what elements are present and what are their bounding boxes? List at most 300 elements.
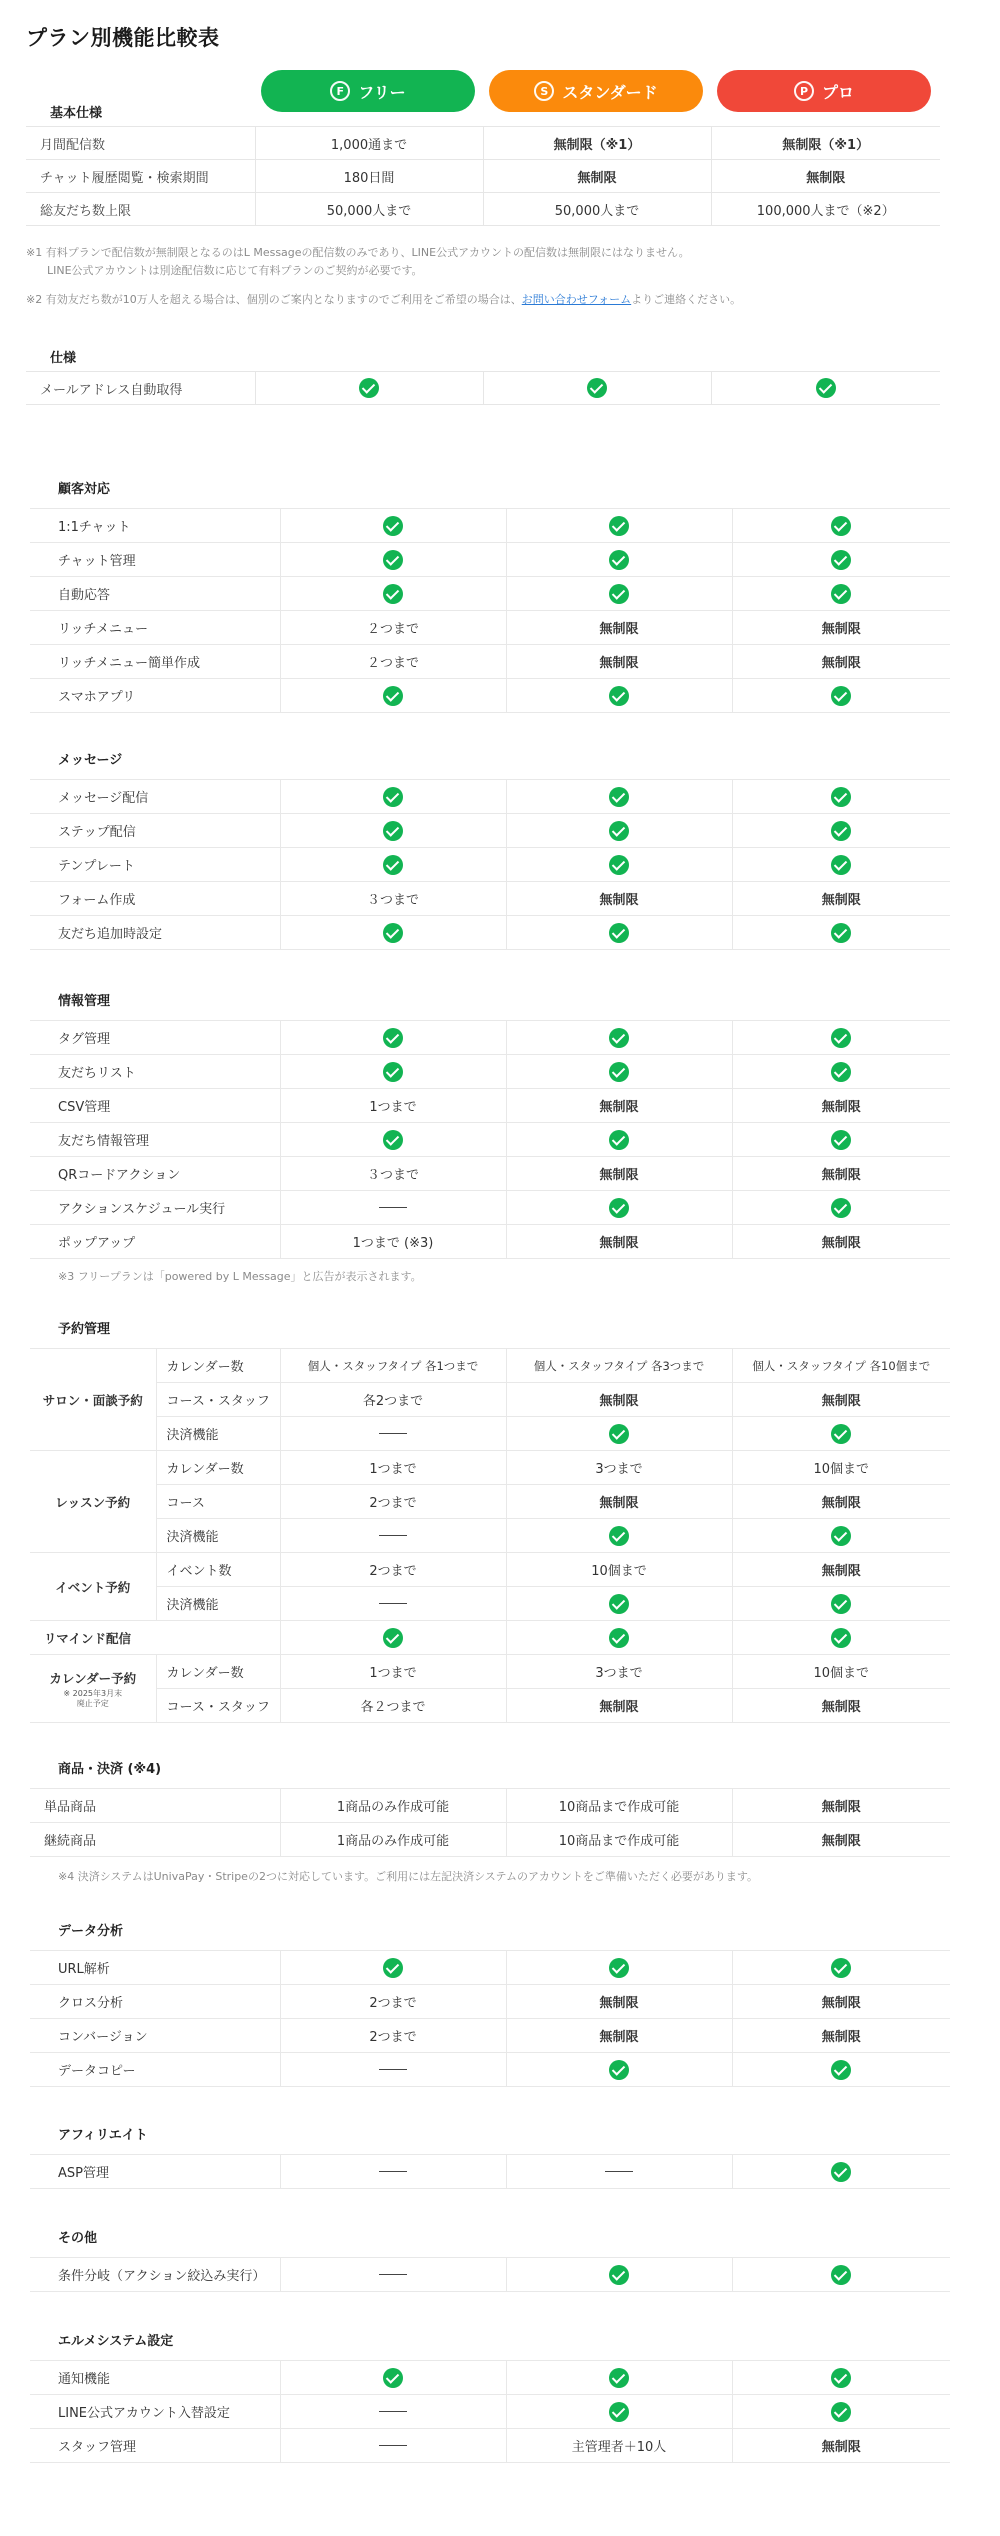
check-icon	[383, 923, 403, 943]
table-cell	[732, 1519, 950, 1553]
table-row	[26, 127, 940, 160]
check-icon	[609, 855, 629, 875]
basic-spec-table	[26, 126, 940, 226]
check-icon	[609, 1424, 629, 1444]
product-table	[30, 1788, 950, 1857]
cell-standard: 10商品まで作成可能	[506, 1823, 732, 1857]
cell-standard: 無制限	[506, 1985, 732, 2019]
table-row	[30, 1587, 950, 1621]
table-cell	[506, 577, 732, 611]
table-cell	[506, 2258, 732, 2292]
table-cell	[280, 1621, 506, 1655]
note-2	[26, 291, 741, 309]
cell-free: 1商品のみ作成可能	[280, 1789, 506, 1823]
table-cell	[280, 2155, 506, 2189]
check-icon	[831, 1130, 851, 1150]
message-table	[30, 779, 950, 950]
table-row	[30, 577, 950, 611]
reserve-table	[30, 1348, 950, 1723]
check-icon	[609, 821, 629, 841]
table-cell	[280, 2258, 506, 2292]
check-icon	[831, 1628, 851, 1648]
table-cell	[280, 1123, 506, 1157]
section-heading-system: エルメシステム設定	[58, 2334, 174, 2349]
row-label: リッチメニュー	[30, 611, 280, 645]
table-cell	[280, 1191, 506, 1225]
table-row	[30, 2429, 950, 2463]
check-icon	[831, 2060, 851, 2080]
cell-free: ３つまで	[280, 882, 506, 916]
cell-free: 1つまで	[280, 1451, 506, 1485]
check-icon	[609, 1958, 629, 1978]
table-row	[30, 780, 950, 814]
check-icon	[383, 1028, 403, 1048]
table-row	[30, 1123, 950, 1157]
table-cell	[732, 2155, 950, 2189]
cell-free: ３つまで	[280, 1157, 506, 1191]
cell-pro: 個人・スタッフタイプ 各10個まで	[732, 1349, 950, 1383]
cell-pro: 無制限	[732, 1383, 950, 1417]
table-cell	[732, 2361, 950, 2395]
section-heading-reserve: 予約管理	[58, 1322, 111, 1337]
check-icon	[831, 1028, 851, 1048]
table-cell	[732, 848, 950, 882]
check-icon	[383, 516, 403, 536]
cell-pro: 無制限（※1）	[711, 127, 940, 160]
check-icon	[831, 1594, 851, 1614]
check-icon	[609, 923, 629, 943]
row-label: チャット履歴閲覧・検索期間	[26, 160, 255, 193]
table-row	[30, 645, 950, 679]
cell-free: 1,000通まで	[255, 127, 483, 160]
table-row	[30, 611, 950, 645]
table-cell	[506, 1191, 732, 1225]
table-cell	[506, 679, 732, 713]
dash-icon	[379, 1535, 407, 1536]
cell-pro: 無制限	[732, 1789, 950, 1823]
row-label: リッチメニュー簡単作成	[30, 645, 280, 679]
row-label: コンバージョン	[30, 2019, 280, 2053]
table-row	[30, 848, 950, 882]
page-title: プラン別機能比較表	[26, 26, 220, 50]
dash-icon	[379, 2171, 407, 2172]
cell-pro: 無制限	[732, 1553, 950, 1587]
check-icon	[609, 2368, 629, 2388]
table-row	[30, 1349, 950, 1383]
table-cell	[732, 916, 950, 950]
row-label: カレンダー数	[156, 1655, 280, 1689]
check-icon	[831, 1526, 851, 1546]
row-label: カレンダー数	[156, 1349, 280, 1383]
check-icon	[383, 855, 403, 875]
dash-icon	[379, 1433, 407, 1434]
cell-free: 1つまで (※3)	[280, 1225, 506, 1259]
row-label: 決済機能	[156, 1587, 280, 1621]
cell-pro: 無制限	[732, 2019, 950, 2053]
table-row	[30, 2361, 950, 2395]
check-icon	[609, 2265, 629, 2285]
cell-standard: 無制限	[506, 611, 732, 645]
check-icon	[609, 1198, 629, 1218]
dash-icon	[379, 1603, 407, 1604]
table-cell	[732, 1123, 950, 1157]
spec-table	[26, 371, 940, 405]
table-cell	[732, 1621, 950, 1655]
table-cell	[732, 1951, 950, 1985]
cell-standard: 10個まで	[506, 1553, 732, 1587]
note-1-line2: LINE公式アカウントは別途配信数に応じて有料プランのご契約が必要です。	[47, 264, 423, 277]
cell-free: 2つまで	[280, 1485, 506, 1519]
check-icon	[609, 1594, 629, 1614]
cell-pro: 無制限	[711, 160, 940, 193]
cell-free: ２つまで	[280, 611, 506, 645]
table-row	[30, 1225, 950, 1259]
table-cell	[280, 1587, 506, 1621]
group-lesson: レッスン予約	[30, 1451, 156, 1553]
table-row	[30, 1655, 950, 1689]
check-icon	[383, 787, 403, 807]
free-badge-icon: F	[330, 81, 350, 101]
table-cell	[732, 1021, 950, 1055]
cell-pro: 無制限	[732, 1485, 950, 1519]
table-cell	[280, 848, 506, 882]
check-icon	[831, 855, 851, 875]
check-icon	[609, 1062, 629, 1082]
check-icon	[831, 1062, 851, 1082]
row-label: フォーム作成	[30, 882, 280, 916]
standard-badge-icon: S	[534, 81, 554, 101]
check-icon	[609, 686, 629, 706]
cell-free: 個人・スタッフタイプ 各1つまで	[280, 1349, 506, 1383]
cell-pro: 無制限	[732, 2429, 950, 2463]
check-icon	[831, 1198, 851, 1218]
table-row	[30, 882, 950, 916]
check-icon	[831, 1424, 851, 1444]
cell-free: 各２つまで	[280, 1689, 506, 1723]
table-row	[26, 372, 940, 405]
table-cell	[732, 1417, 950, 1451]
table-cell	[506, 1951, 732, 1985]
check-icon	[587, 378, 607, 398]
cell-standard: 無制限（※1）	[483, 127, 711, 160]
cell-pro: 無制限	[732, 1689, 950, 1723]
row-label: アクションスケジュール実行	[30, 1191, 280, 1225]
table-cell	[280, 543, 506, 577]
cell-pro: 無制限	[732, 882, 950, 916]
note-2-text: ※2 有効友だち数が10万人を超える場合は、個別のご案内となりますのでご利用をご希望の場合は、	[26, 293, 522, 306]
check-icon	[383, 1130, 403, 1150]
table-cell	[732, 543, 950, 577]
cell-pro: 無制限	[732, 1157, 950, 1191]
check-icon	[383, 821, 403, 841]
plan-standard-button[interactable]	[489, 70, 703, 112]
check-icon	[831, 923, 851, 943]
table-cell	[280, 2053, 506, 2087]
calendar-deprecation-note: ※ 2025年3月末 廃止予定	[63, 1688, 123, 1708]
table-cell	[280, 1417, 506, 1451]
row-label: 決済機能	[156, 1519, 280, 1553]
row-label: 友だち情報管理	[30, 1123, 280, 1157]
check-icon	[383, 1062, 403, 1082]
cell-standard: 無制限	[506, 2019, 732, 2053]
cell-pro: 無制限	[732, 645, 950, 679]
cell-free: 1商品のみ作成可能	[280, 1823, 506, 1857]
table-row	[30, 916, 950, 950]
table-cell	[506, 1519, 732, 1553]
table-cell	[506, 1587, 732, 1621]
cell-standard: 無制限	[506, 1485, 732, 1519]
cell-pro: 10個まで	[732, 1451, 950, 1485]
table-cell	[732, 814, 950, 848]
section-heading-info: 情報管理	[58, 994, 111, 1009]
group-salon: サロン・面談予約	[30, 1349, 156, 1451]
table-cell	[506, 1055, 732, 1089]
table-row	[30, 1789, 950, 1823]
check-icon	[831, 550, 851, 570]
table-cell	[506, 814, 732, 848]
table-row	[30, 2155, 950, 2189]
table-cell	[280, 916, 506, 950]
check-icon	[383, 2368, 403, 2388]
check-icon	[609, 2402, 629, 2422]
dash-icon	[379, 2274, 407, 2275]
table-cell	[506, 2053, 732, 2087]
table-cell	[732, 679, 950, 713]
check-icon	[831, 821, 851, 841]
cell-free: 2つまで	[280, 1553, 506, 1587]
table-row	[30, 543, 950, 577]
row-label: スマホアプリ	[30, 679, 280, 713]
row-label: 友だちリスト	[30, 1055, 280, 1089]
table-row	[30, 1191, 950, 1225]
dash-icon	[605, 2171, 633, 2172]
check-icon	[609, 1526, 629, 1546]
cell-pro: 無制限	[732, 1225, 950, 1259]
row-label: 継続商品	[30, 1823, 280, 1857]
table-cell	[280, 2429, 506, 2463]
table-cell	[280, 2395, 506, 2429]
row-label: メッセージ配信	[30, 780, 280, 814]
table-cell	[732, 1587, 950, 1621]
row-label: スタッフ管理	[30, 2429, 280, 2463]
group-remind: リマインド配信	[30, 1621, 280, 1655]
table-cell	[280, 1951, 506, 1985]
section-heading-basic: 基本仕様	[50, 106, 103, 121]
row-label: 条件分岐（アクション絞込み実行）	[30, 2258, 280, 2292]
table-cell	[506, 2155, 732, 2189]
dash-icon	[379, 1207, 407, 1208]
note-4: ※4 決済システムはUnivaPay・Stripeの2つに対応しています。ご利用には左記決済システムのアカウントをご準備いただく必要があります。	[58, 1870, 758, 1883]
table-cell	[506, 1123, 732, 1157]
table-cell	[506, 509, 732, 543]
table-row	[30, 1417, 950, 1451]
table-row	[30, 2395, 950, 2429]
check-icon	[831, 2402, 851, 2422]
table-cell	[280, 2361, 506, 2395]
section-heading-analysis: データ分析	[58, 1924, 124, 1939]
check-icon	[383, 686, 403, 706]
cell-standard: 10商品まで作成可能	[506, 1789, 732, 1823]
row-label: 月間配信数	[26, 127, 255, 160]
table-row	[30, 1553, 950, 1587]
table-row	[30, 1985, 950, 2019]
cell-standard: 無制限	[483, 160, 711, 193]
table-row	[30, 1621, 950, 1655]
table-cell	[255, 372, 483, 405]
check-icon	[831, 2368, 851, 2388]
table-row	[30, 1021, 950, 1055]
cell-free: 2つまで	[280, 1985, 506, 2019]
table-cell	[280, 1021, 506, 1055]
cell-free: 1つまで	[280, 1655, 506, 1689]
affiliate-table	[30, 2154, 950, 2189]
row-label: コース・スタッフ	[156, 1383, 280, 1417]
customer-table	[30, 508, 950, 713]
row-label: テンプレート	[30, 848, 280, 882]
table-cell	[280, 577, 506, 611]
row-label: URL解析	[30, 1951, 280, 1985]
row-label: チャット管理	[30, 543, 280, 577]
cell-standard: 無制限	[506, 645, 732, 679]
plan-free-button[interactable]	[261, 70, 475, 112]
table-row	[30, 1157, 950, 1191]
cell-standard: 無制限	[506, 1383, 732, 1417]
cell-standard: 無制限	[506, 882, 732, 916]
table-cell	[506, 2395, 732, 2429]
row-label: 1:1チャット	[30, 509, 280, 543]
check-icon	[609, 2060, 629, 2080]
check-icon	[831, 516, 851, 536]
info-table	[30, 1020, 950, 1259]
cell-pro: 100,000人まで（※2）	[711, 193, 940, 226]
table-cell	[280, 1519, 506, 1553]
check-icon	[609, 1628, 629, 1648]
table-row	[26, 193, 940, 226]
row-label: タグ管理	[30, 1021, 280, 1055]
table-cell	[506, 1417, 732, 1451]
row-label: クロス分析	[30, 1985, 280, 2019]
table-row	[30, 1951, 950, 1985]
contact-form-link[interactable]: お問い合わせフォーム	[521, 293, 632, 306]
cell-standard: 主管理者＋10人	[506, 2429, 732, 2463]
table-cell	[506, 1021, 732, 1055]
table-cell	[280, 509, 506, 543]
table-row	[30, 1089, 950, 1123]
table-cell	[280, 679, 506, 713]
table-cell	[506, 780, 732, 814]
plan-free-label: フリー	[358, 82, 406, 102]
check-icon	[831, 2265, 851, 2285]
cell-pro: 無制限	[732, 1985, 950, 2019]
cell-standard: 3つまで	[506, 1451, 732, 1485]
cell-pro: 10個まで	[732, 1655, 950, 1689]
table-cell	[732, 509, 950, 543]
table-row	[30, 1451, 950, 1485]
table-cell	[732, 780, 950, 814]
check-icon	[383, 1628, 403, 1648]
table-row	[30, 1519, 950, 1553]
table-cell	[506, 848, 732, 882]
cell-pro: 無制限	[732, 1823, 950, 1857]
check-icon	[831, 584, 851, 604]
section-heading-customer: 顧客対応	[58, 482, 111, 497]
section-heading-affiliate: アフィリエイト	[58, 2128, 148, 2143]
row-label: 通知機能	[30, 2361, 280, 2395]
dash-icon	[379, 2445, 407, 2446]
cell-free: ２つまで	[280, 645, 506, 679]
dash-icon	[379, 2069, 407, 2070]
other-table	[30, 2257, 950, 2292]
cell-free: 50,000人まで	[255, 193, 483, 226]
table-row	[30, 1485, 950, 1519]
plan-pro-label: プロ	[821, 82, 854, 102]
table-cell	[732, 2053, 950, 2087]
row-label: データコピー	[30, 2053, 280, 2087]
table-cell	[732, 1055, 950, 1089]
cell-standard: 無制限	[506, 1689, 732, 1723]
table-row	[30, 1383, 950, 1417]
row-label: 総友だち数上限	[26, 193, 255, 226]
group-calendar-label: カレンダー予約	[49, 1670, 137, 1686]
check-icon	[383, 550, 403, 570]
table-cell	[280, 780, 506, 814]
row-label: LINE公式アカウント入替設定	[30, 2395, 280, 2429]
pro-badge-icon: P	[794, 81, 814, 101]
row-label: 友だち追加時設定	[30, 916, 280, 950]
row-label: QRコードアクション	[30, 1157, 280, 1191]
table-cell	[280, 814, 506, 848]
table-row	[30, 679, 950, 713]
dash-icon	[379, 2411, 407, 2412]
section-heading-message: メッセージ	[58, 753, 123, 768]
analysis-table	[30, 1950, 950, 2087]
section-heading-spec: 仕様	[50, 351, 77, 366]
group-event: イベント予約	[30, 1553, 156, 1621]
table-row	[30, 1823, 950, 1857]
cell-pro: 無制限	[732, 611, 950, 645]
table-row	[30, 1055, 950, 1089]
row-label: ステップ配信	[30, 814, 280, 848]
row-label: メールアドレス自動取得	[26, 372, 255, 405]
check-icon	[609, 550, 629, 570]
check-icon	[609, 1028, 629, 1048]
check-icon	[831, 787, 851, 807]
row-label: コース	[156, 1485, 280, 1519]
row-label: 自動応答	[30, 577, 280, 611]
table-row	[30, 2258, 950, 2292]
row-label: イベント数	[156, 1553, 280, 1587]
row-label: 決済機能	[156, 1417, 280, 1451]
cell-standard: 個人・スタッフタイプ 各3つまで	[506, 1349, 732, 1383]
row-label: カレンダー数	[156, 1451, 280, 1485]
check-icon	[609, 584, 629, 604]
group-calendar	[30, 1655, 156, 1723]
note-1-line1: ※1 有料プランで配信数が無制限となるのはL Messageの配信数のみであり、LINE公式アカウントの配信数は無制限にはなりません。	[26, 246, 690, 259]
table-cell	[732, 1191, 950, 1225]
system-table	[30, 2360, 950, 2463]
note-2-tail: よりご連絡ください。	[631, 293, 742, 306]
check-icon	[831, 1958, 851, 1978]
cell-free: 180日間	[255, 160, 483, 193]
cell-pro: 無制限	[732, 1089, 950, 1123]
table-cell	[732, 2258, 950, 2292]
table-cell	[506, 2361, 732, 2395]
note-1	[26, 244, 690, 280]
table-row	[30, 509, 950, 543]
table-row	[30, 1689, 950, 1723]
plan-pro-button[interactable]	[717, 70, 931, 112]
table-cell	[732, 2395, 950, 2429]
